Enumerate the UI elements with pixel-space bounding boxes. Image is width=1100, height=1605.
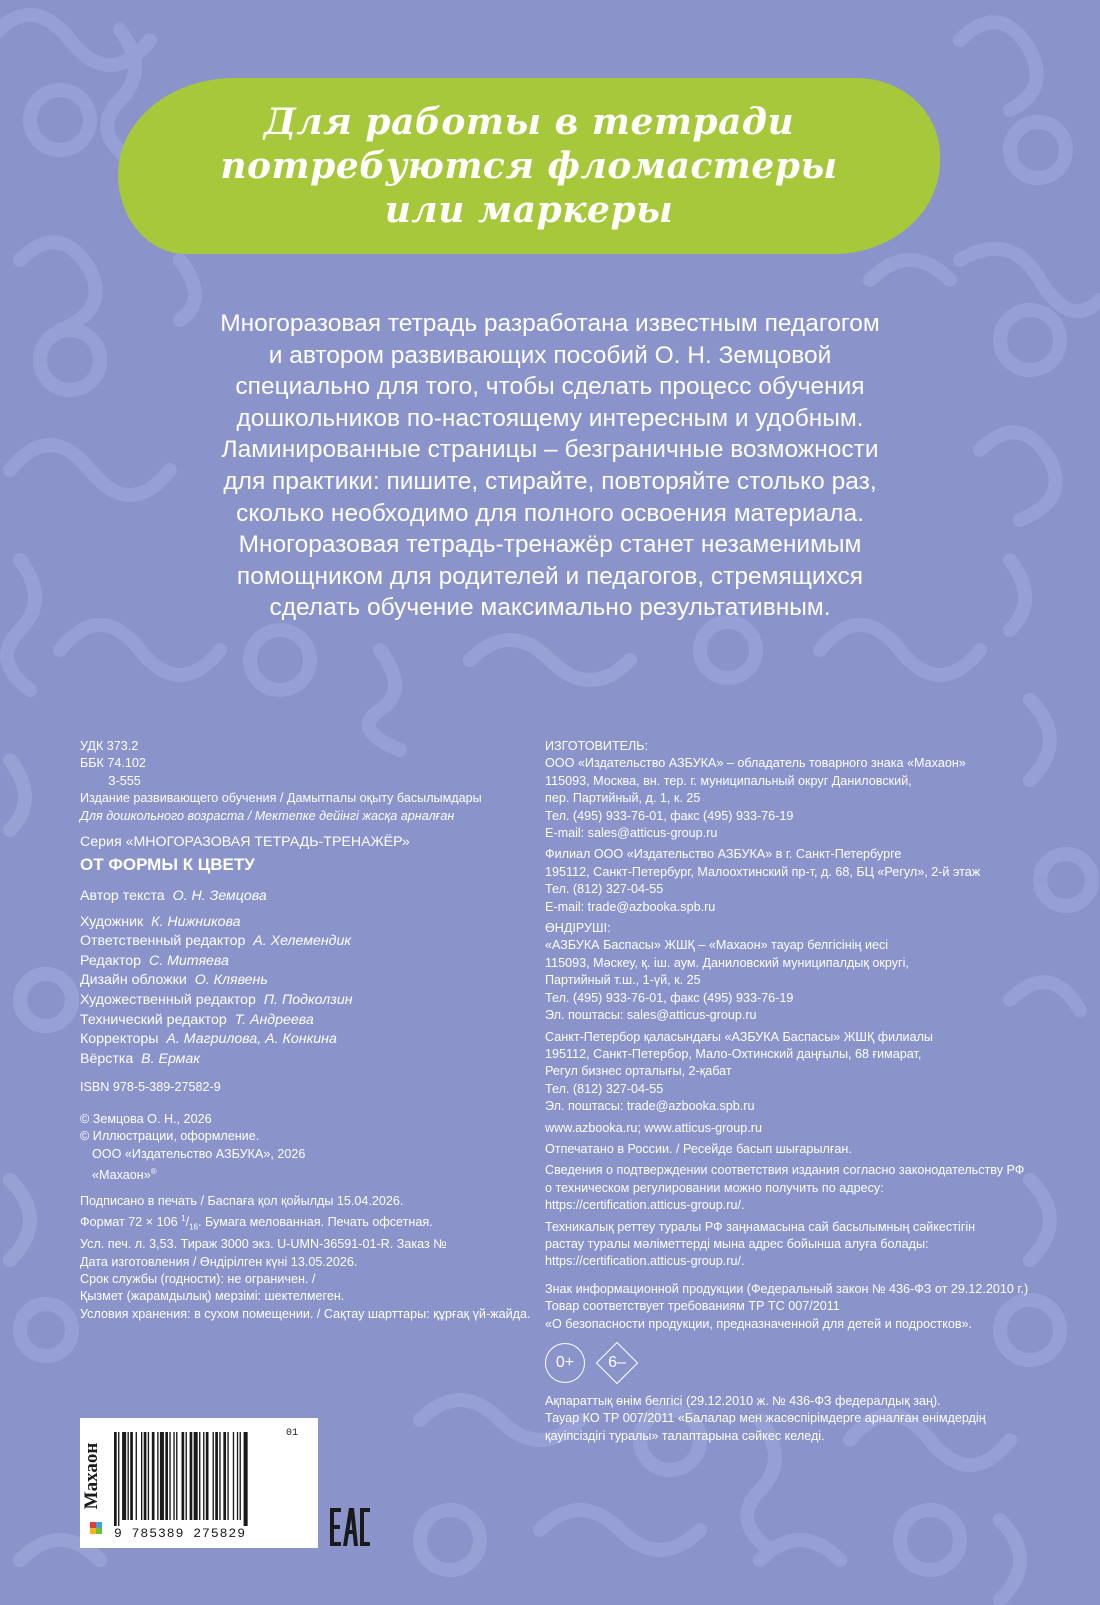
service-life-kz: Қызмет (жарамдылық) мерзімі: шектелмеген. <box>80 1289 345 1304</box>
barcode-bar <box>199 1432 200 1520</box>
manufacturer-heading: ИЗГОТОВИТЕЛЬ: <box>545 739 649 753</box>
manufacturer-line-kz: Тел. (495) 933-76-01, факс (495) 933-76-19 <box>545 990 794 1005</box>
branch-line-kz: 195112, Санкт-Петербор, Мало-Охтинский даңғылы, 68 ғимарат, <box>545 1046 922 1061</box>
credit-role: Художник <box>80 913 144 930</box>
print-made: Дата изготовления / Өндірілген күні 13.05.2026. <box>80 1254 358 1269</box>
manufacturer-line-kz: 115093, Мәскеу, қ. іш. аум. Даниловский муниципалдық округі, <box>545 955 909 970</box>
credit-name: А. Магрилова, А. Конкина <box>166 1031 337 1048</box>
description-line: Ламинированные страницы – безграничные возможности <box>221 436 879 464</box>
udk-code: УДК 373.2 <box>80 739 139 753</box>
websites: www.azbooka.ru; www.atticus-group.ru <box>545 1120 762 1135</box>
branch-line-kz: Регул бизнес орталығы, 2-қабат <box>545 1064 732 1079</box>
description-line: специально для того, чтобы сделать процесс обучения <box>235 373 865 401</box>
barcode-bar <box>148 1432 149 1520</box>
barcode-bar <box>215 1432 218 1520</box>
barcode-bar <box>165 1432 168 1520</box>
credit-name: К. Нижникова <box>151 913 241 930</box>
manufacturer-line: Тел. (495) 933-76-01, факс (495) 933-76-19 <box>545 808 794 823</box>
manufacturer-column <box>545 738 1065 1445</box>
branch-line: E-mail: trade@azbooka.spb.ru <box>545 899 716 914</box>
barcode-bars <box>112 1432 282 1526</box>
barcode-bar <box>206 1432 209 1520</box>
credit-row <box>80 932 530 952</box>
barcode-bar <box>173 1432 174 1520</box>
description-line: для практики: пишите, стирайте, повторяйте столько раз, <box>223 467 877 495</box>
barcode-bar <box>203 1432 204 1520</box>
branch-line: Тел. (812) 327-04-55 <box>545 882 664 897</box>
printed-in: Отпечатано в России. / Ресейде басып шығарылған. <box>545 1141 852 1156</box>
imprint-column <box>80 738 530 1323</box>
credit-row <box>80 1011 530 1031</box>
manufacturer-line: пер. Партийный, д. 1, к. 25 <box>545 791 701 806</box>
barcode-bar <box>176 1432 177 1520</box>
manufacturer-line: 115093, Москва, вн. тер. г. муниципальный округ Даниловский, <box>545 773 912 788</box>
info-sign-line: Знак информационной продукции (Федеральный закон № 436-ФЗ от 29.12.2010 г.) <box>545 1281 1029 1296</box>
barcode-bar <box>130 1432 133 1520</box>
barcode-bar <box>128 1432 129 1520</box>
manufacturer-line: E-mail: sales@atticus-group.ru <box>545 826 718 841</box>
copyright-line: ООО «Издательство АЗБУКА», 2026 <box>92 1146 306 1161</box>
manufacturer-line-kz: Партийный т.ш., 1-үй, к. 25 <box>545 973 701 988</box>
markers-required-banner <box>118 78 940 254</box>
barcode-bar <box>227 1432 228 1520</box>
edition-type: Издание развивающего обучения / Дамытпалы оқыту басылымдары <box>80 791 482 806</box>
credit-name: О. Н. Земцова <box>172 888 267 905</box>
credit-row <box>80 1050 530 1070</box>
branch-line-kz: Санкт-Петербор қаласындағы «АЗБУКА Баспасы» ЖШҚ филиалы <box>545 1029 933 1044</box>
description-line: сколько необходимо для полного освоения материала. <box>236 499 864 527</box>
manufacturer-line: ООО «Издательство АЗБУКА» – обладатель товарного знака «Махаон» <box>545 756 966 771</box>
branch-line: Филиал ООО «Издательство АЗБУКА» в г. Санкт-Петербурге <box>545 847 902 862</box>
branch-line-kz: Тел. (812) 327-04-55 <box>545 1081 664 1096</box>
copyright-line: © Иллюстрации, оформление. <box>80 1129 260 1144</box>
conformity-line: Сведения о подтверждении соответствия издания согласно законодательству РФ <box>545 1163 1025 1178</box>
age-0-plus-badge: 0+ <box>545 1343 585 1383</box>
credit-name: Т. Андреева <box>234 1011 314 1028</box>
barcode-bar <box>219 1432 220 1520</box>
barcode-bar <box>237 1432 238 1520</box>
barcode-bar <box>244 1432 248 1526</box>
info-sign-line-kz: қауіпсіздігі туралы» талаптарына сәйкес келеді. <box>545 1428 825 1443</box>
credit-role: Автор текста <box>80 888 165 905</box>
barcode-bar <box>118 1432 119 1526</box>
description-line: Многоразовая тетрадь разработана известным педагогом <box>220 310 880 337</box>
manufacturer-line-kz: «АЗБУКА Баспасы» ЖШҚ – «Махаон» тауар белгісінің иесі <box>545 938 889 953</box>
bbk-code: ББК 74.102 <box>80 756 146 771</box>
barcode-bar <box>190 1432 193 1520</box>
copyright-brand: «Махаон» <box>92 1168 151 1183</box>
author-code: З-555 <box>108 773 141 788</box>
description-line: сделать обучение максимально результативным. <box>269 594 831 622</box>
eac-mark-icon <box>330 1508 370 1546</box>
publisher-logo-icon <box>84 1426 108 1542</box>
credit-row <box>80 991 530 1011</box>
banner-line: Для работы в тетради <box>263 101 795 143</box>
age-6-minus-label: 6– <box>608 1354 626 1371</box>
description-line: Многоразовая тетрадь-тренажёр станет незаменимым <box>238 531 862 559</box>
credit-row <box>80 1030 530 1050</box>
barcode-bar <box>152 1432 155 1520</box>
credit-name: В. Ермак <box>141 1050 200 1067</box>
format-suffix: . Бумага мелованная. Печать офсетная. <box>197 1215 433 1230</box>
info-sign-line-kz: Ақпараттық өнім белгісі (29.12.2010 ж. № 436-ФЗ федералдық заң). <box>545 1394 941 1408</box>
barcode-bar <box>144 1432 147 1520</box>
format-prefix: Формат 72 × 106 <box>80 1215 182 1230</box>
manufacturer-line-kz: Эл. поштасы: sales@atticus-group.ru <box>545 1008 757 1023</box>
barcode-bar <box>136 1432 137 1520</box>
credit-role: Дизайн обложки <box>80 972 187 989</box>
barcode-bar <box>141 1432 142 1520</box>
credit-author <box>80 887 530 907</box>
credit-role: Ответственный редактор <box>80 933 246 950</box>
print-signed: Подписано в печать / Баспаға қол қойылды 15.04.2026. <box>80 1193 404 1208</box>
age-target: Для дошкольного возраста / Мектепке дейінгі жасқа арналған <box>80 808 455 823</box>
barcode-bar <box>194 1432 198 1520</box>
age-rating-badges <box>545 1341 1065 1385</box>
barcode-addon: 01 <box>286 1428 299 1439</box>
description-line: и автором развивающих пособий О. Н. Земцовой <box>268 341 832 369</box>
service-life: Срок службы (годности): не ограничен. / <box>80 1271 316 1286</box>
print-format: Формат 72 × 106 $^1/_{16}$. Бумага мелованная. Печать офсетная. <box>80 1214 433 1232</box>
copyright-line <box>80 1163 530 1185</box>
barcode-bar <box>169 1432 170 1520</box>
book-description <box>130 308 970 624</box>
barcode-bar <box>160 1432 164 1520</box>
manufacturer-heading-kz: ӨНДІРУШІ: <box>545 921 611 936</box>
book-title: ОТ ФОРМЫ К ЦВЕТУ <box>80 855 255 875</box>
publisher-logo: Махаон <box>81 1442 102 1510</box>
barcode-bar <box>186 1432 187 1520</box>
credit-name: П. Подколзин <box>263 992 353 1008</box>
conformity-line: о техническом регулировании можно получить по адресу: <box>545 1180 884 1195</box>
credit-row <box>80 913 530 933</box>
description-line: помощником для родителей и педагогов, стремящихся <box>236 562 864 590</box>
barcode-bar <box>157 1432 158 1520</box>
conformity-line-kz: Техникалық реттеу туралы РФ заңнамасына сай басылымның сәйкестігін <box>545 1219 976 1234</box>
credit-role: Вёрстка <box>80 1050 134 1067</box>
barcode-bar <box>240 1432 241 1520</box>
barcode-bar <box>213 1432 214 1520</box>
series-name: Серия «МНОГОРАЗОВАЯ ТЕТРАДЬ-ТРЕНАЖЁР» <box>80 834 410 851</box>
credit-row <box>80 952 530 972</box>
conformity-line: https://certification.atticus-group.ru/. <box>545 1198 745 1213</box>
info-sign-line: Товар соответствует требованиям ТР ТС 007/2011 <box>545 1299 840 1314</box>
conformity-line-kz: растау туралы мәліметтерді мына адрес бойынша алуға болады: <box>545 1236 929 1251</box>
barcode-bar <box>182 1432 185 1520</box>
barcode-label <box>80 1418 318 1548</box>
conformity-line-kz: https://certification.atticus-group.ru/. <box>545 1254 745 1269</box>
age-6-minus-badge <box>595 1341 639 1385</box>
branch-line-kz: Эл. поштасы: trade@azbooka.spb.ru <box>545 1099 755 1114</box>
registered-mark: ® <box>150 1167 157 1176</box>
credit-name: А. Хелемендик <box>253 933 352 950</box>
barcode-bar <box>122 1432 126 1520</box>
barcode-digits: 9 785389 275829 <box>114 1526 247 1541</box>
info-sign-line-kz: Тауар КО ТР 007/2011 «Балалар мен жасөспірімдерге арналған өнімдердің <box>545 1411 986 1426</box>
storage-conditions: Условия хранения: в сухом помещении. / Сақтау шарттары: құрғақ үй-жайда. <box>80 1306 531 1321</box>
banner-line: или маркеры <box>384 189 674 231</box>
info-sign-line: «О безопасности продукции, предназначенной для детей и подростков». <box>545 1316 973 1331</box>
print-sheets: Усл. печ. л. 3,53. Тираж 3000 экз. U-UMN-36591-01-R. Заказ № <box>80 1237 447 1252</box>
credit-row <box>80 971 530 991</box>
barcode-bar <box>114 1432 117 1526</box>
credit-name: С. Митяева <box>148 952 229 969</box>
credit-role: Редактор <box>80 952 142 969</box>
credit-name: О. Клявень <box>194 972 268 989</box>
format-denominator: 16 <box>189 1222 198 1232</box>
branch-line: 195112, Санкт-Петербург, Малоохтинский пр-т, д. 68, БЦ «Регул», 2-й этаж <box>545 864 981 879</box>
format-numerator: 1 <box>181 1214 186 1223</box>
credit-role: Технический редактор <box>80 1011 227 1028</box>
isbn: ISBN 978-5-389-27582-9 <box>80 1080 221 1095</box>
banner-line: потребуются фломастеры <box>220 145 838 187</box>
barcode-bar <box>223 1432 226 1520</box>
credit-role: Корректоры <box>80 1031 159 1048</box>
description-line: дошкольников по-настоящему интересным и удобным. <box>236 404 864 432</box>
copyright-line: © Земцова О. Н., 2026 <box>80 1111 212 1126</box>
credit-role: Художественный редактор <box>80 992 256 1008</box>
barcode-bar <box>233 1432 234 1520</box>
